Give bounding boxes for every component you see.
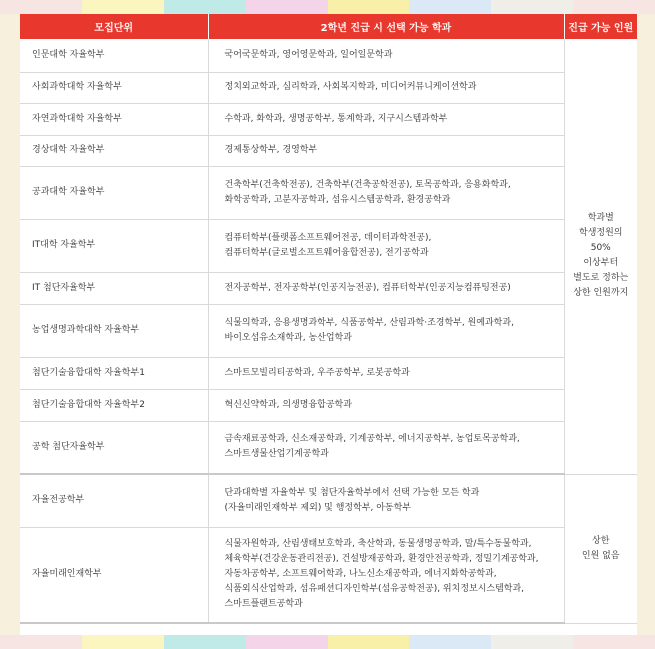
departments-cell <box>208 219 564 272</box>
department-line: 스마트플랜트공학과 <box>224 599 303 610</box>
departments-cell <box>208 39 564 72</box>
table-row <box>20 527 637 623</box>
admission-table <box>20 14 637 624</box>
departments-cell <box>208 272 564 304</box>
table-row <box>20 219 637 272</box>
header-capacity: 진급 가능 인원 <box>564 14 637 39</box>
table-row <box>20 135 637 166</box>
department-line: 컴퓨터학부(글로벌소프트웨어융합전공), 전기공학과 <box>224 247 429 258</box>
department-line: 자동차공학부, 소프트웨어학과, 나노신소재공학과, 에너지화학공학과, <box>224 569 497 580</box>
departments-cell <box>208 421 564 474</box>
department-line: 스마트생물산업기계공학과 <box>224 449 329 460</box>
departments-cell <box>208 357 564 389</box>
decorative-bottom-strip <box>0 635 655 649</box>
unit-cell: 경상대학 자율학부 <box>20 135 208 166</box>
department-line: 스마트모빌리티공학과, 우주공학부, 로봇공학과 <box>224 367 410 378</box>
table-row <box>20 474 637 527</box>
unit-cell: IT 첨단자율학부 <box>20 272 208 304</box>
departments-cell <box>208 527 564 623</box>
department-line: 전자공학부, 전자공학부(인공지능전공), 컴퓨터학부(인공지능컴퓨팅전공) <box>224 282 511 293</box>
table-row <box>20 39 637 72</box>
department-line: 수학과, 화학과, 생명공학부, 통계학과, 지구시스템과학부 <box>224 113 448 124</box>
capacity-line: 학과별 <box>587 213 614 224</box>
capacity-line: 이상부터 <box>583 258 619 269</box>
table-row <box>20 389 637 421</box>
departments-cell <box>208 474 564 527</box>
departments-cell <box>208 135 564 166</box>
capacity-line: 50% <box>590 243 611 254</box>
department-line: (자율미래인재학부 제외) 및 행정학부, 아동학부 <box>224 502 412 513</box>
department-line: 식물자원학과, 산림생태보호학과, 축산학과, 동물생명공학과, 말/특수동물학과, <box>224 539 532 550</box>
unit-cell: 자율전공학부 <box>20 474 208 527</box>
department-line: 정치외교학과, 심리학과, 사회복지학과, 미디어커뮤니케이션학과 <box>224 82 477 92</box>
capacity-line: 학생정원의 <box>579 228 623 239</box>
header-departments: 2학년 진급 시 선택 가능 학과 <box>208 14 564 39</box>
table-row <box>20 421 637 474</box>
decorative-top-strip <box>0 0 655 14</box>
table-row <box>20 272 637 304</box>
department-line: 경제통상학부, 경영학부 <box>224 145 318 155</box>
unit-cell: 인문대학 자율학부 <box>20 39 208 72</box>
table-row <box>20 103 637 135</box>
header-unit: 모집단위 <box>20 14 208 39</box>
capacity-line: 별도로 정하는 <box>573 273 629 284</box>
unit-cell: 공과대학 자율학부 <box>20 166 208 219</box>
department-line: 컴퓨터학부(플랫폼소프트웨어전공, 데이터과학전공), <box>224 232 432 243</box>
unit-cell: 농업생명과학대학 자율학부 <box>20 304 208 357</box>
department-line: 건축학부(건축학전공), 건축학부(건축공학전공), 토목공학과, 응용화학과, <box>224 179 511 190</box>
departments-cell <box>208 166 564 219</box>
unit-cell: IT대학 자율학부 <box>20 219 208 272</box>
department-line: 국어국문학과, 영어영문학과, 일어일문학과 <box>224 49 393 60</box>
unit-cell: 자연과학대학 자율학부 <box>20 103 208 135</box>
unit-cell: 자율미래인재학부 <box>20 527 208 623</box>
departments-cell <box>208 304 564 357</box>
department-line: 혁신신약학과, 의생명융합공학과 <box>224 399 352 410</box>
table-row <box>20 72 637 103</box>
department-line: 금속재료공학과, 신소재공학과, 기계공학부, 에너지공학부, 농업토목공학과, <box>224 434 520 445</box>
department-line: 단과대학별 자율학부 및 첨단자율학부에서 선택 가능한 모든 학과 <box>224 487 480 498</box>
left-margin <box>0 14 20 635</box>
departments-cell <box>208 389 564 421</box>
capacity-cell-unlimited <box>564 474 637 623</box>
capacity-cell-limited <box>564 39 637 474</box>
capacity-line: 상한 인원까지 <box>573 288 629 299</box>
department-line: 화학공학과, 고분자공학과, 섬유시스템공학과, 환경공학과 <box>224 194 451 205</box>
table-row <box>20 357 637 389</box>
department-line: 식품외식산업학과, 섬유패션디자인학부(섬유공학전공), 위치정보시스템학과, <box>224 584 525 595</box>
admission-table-container <box>20 14 637 635</box>
table-row <box>20 304 637 357</box>
departments-cell <box>208 103 564 135</box>
department-line: 체육학부(건강운동관리전공), 건설방재공학과, 환경안전공학과, 정밀기계공학과, <box>224 554 539 565</box>
unit-cell: 첨단기술융합대학 자율학부2 <box>20 389 208 421</box>
table-row <box>20 166 637 219</box>
department-line: 바이오섬유소재학과, 농산업학과 <box>224 332 352 343</box>
capacity-line: 인원 없음 <box>581 550 620 561</box>
table-header-row <box>20 14 637 39</box>
unit-cell: 공학 첨단자율학부 <box>20 421 208 474</box>
unit-cell: 첨단기술융합대학 자율학부1 <box>20 357 208 389</box>
department-line: 식물의학과, 응용생명과학부, 식품공학부, 산림과학·조경학부, 원예과학과, <box>224 317 514 328</box>
unit-cell: 사회과학대학 자율학부 <box>20 72 208 103</box>
capacity-line: 상한 <box>592 535 610 546</box>
departments-cell <box>208 72 564 103</box>
right-margin <box>635 14 655 635</box>
